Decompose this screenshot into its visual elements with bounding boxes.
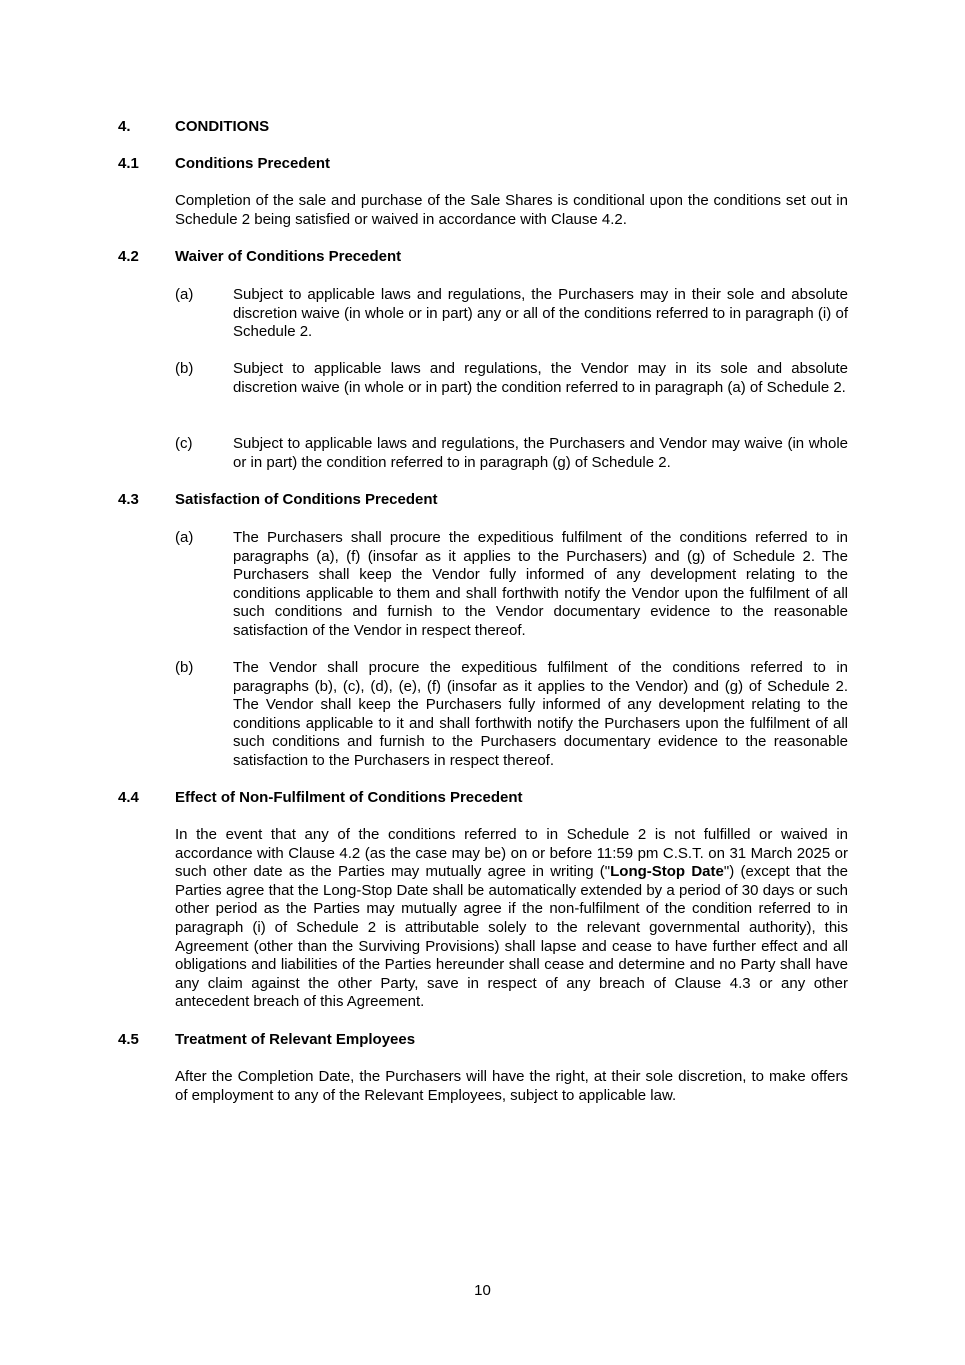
item-text: Subject to applicable laws and regulations, the Purchasers may in their sole and absolute discretion waive (in whole or in part) any or all of the conditions referred to in paragraph (i) of Schedule 2. [233, 286, 848, 341]
clause-number: 4.2 [118, 248, 139, 265]
clause-number: 4.5 [118, 1031, 139, 1048]
page-number: 10 [474, 1282, 491, 1299]
item-label: (c) [175, 435, 193, 452]
item-label: (a) [175, 529, 194, 546]
defined-term: Long-Stop Date [610, 863, 724, 881]
item-label: (a) [175, 286, 194, 303]
clause-title: Waiver of Conditions Precedent [175, 248, 402, 265]
item-text: Subject to applicable laws and regulations, the Purchasers and Vendor may waive (in whole or in part) the condition referred to in paragraph (g) of Schedule 2. [233, 435, 848, 471]
clause-number: 4.1 [118, 155, 139, 172]
text-part: In the event that any of the conditions referred to in Schedule 2 is not fulfilled or waived in accordance with Clause 4.2 (as the case may be) on or before 11:59 pm C.S.T. on 31 March 2025 or such other date as the Parties may mutually agree in writing (" [175, 826, 848, 881]
item-text: Subject to applicable laws and regulations, the Vendor may in its sole and absolute discretion waive (in whole or in part) the condition referred to in paragraph (a) of Schedule 2. [233, 360, 848, 396]
clause-title: Satisfaction of Conditions Precedent [175, 491, 438, 508]
section-number: 4. [118, 118, 131, 135]
item-text: The Purchasers shall procure the expeditious fulfilment of the conditions referred to in paragraphs (a), (f) (insofar as it applies to the Purchasers) and (g) of Schedule 2. The Purchasers shall keep the Vendor fully informed of any development relating to the conditions applicable to them and shall forthwith notify the Vendor upon the fulfilment of all such conditions and furnish to the Vendor documentary evidence to the reasonable satisfaction of the Vendor in respect thereof. [233, 529, 848, 639]
clause-text [175, 826, 848, 1012]
text-part: ") (except that the Parties agree that the Long-Stop Date shall be automatically extended by a period of 30 days or such other period as the Parties may mutually agree if the non-fulfilment of the condition referred to in paragraph (i) of Schedule 2 is attributable solely to the relevant governmental authority), this Agreement (other than the Surviving Provisions) shall lapse and cease to have further effect and all obligations and liabilities of the Parties hereunder shall cease and determine and no Party shall have any claim against the other Party, save in respect of any breach of Clause 4.3 or any other antecedent breach of this Agreement. [175, 863, 849, 1011]
clause-number: 4.3 [118, 491, 139, 508]
clause-title: Treatment of Relevant Employees [175, 1031, 416, 1048]
clause-text: After the Completion Date, the Purchasers will have the right, at their sole discretion, to make offers of employment to any of the Relevant Employees, subject to applicable law. [175, 1068, 848, 1104]
section-title: CONDITIONS [175, 118, 270, 135]
clause-text: Completion of the sale and purchase of the Sale Shares is conditional upon the conditions set out in Schedule 2 being satisfied or waived in accordance with Clause 4.2. [175, 192, 848, 228]
clause-number: 4.4 [118, 789, 139, 806]
item-text: The Vendor shall procure the expeditious fulfilment of the conditions referred to in paragraphs (b), (c), (d), (e), (f) (insofar as it applies to the Vendor) and (g) of Schedule 2. The Vendor shall keep the Purchasers fully informed of any development relating to the conditions applicable to it and shall forthwith notify the Purchasers upon the fulfilment of all such conditions and furnish to the Purchasers documentary evidence to the reasonable satisfaction to the Purchasers in respect thereof. [233, 659, 848, 769]
clause-title: Effect of Non-Fulfilment of Conditions Precedent [175, 789, 523, 806]
item-label: (b) [175, 360, 194, 377]
clause-title: Conditions Precedent [175, 155, 331, 172]
item-label: (b) [175, 659, 194, 676]
